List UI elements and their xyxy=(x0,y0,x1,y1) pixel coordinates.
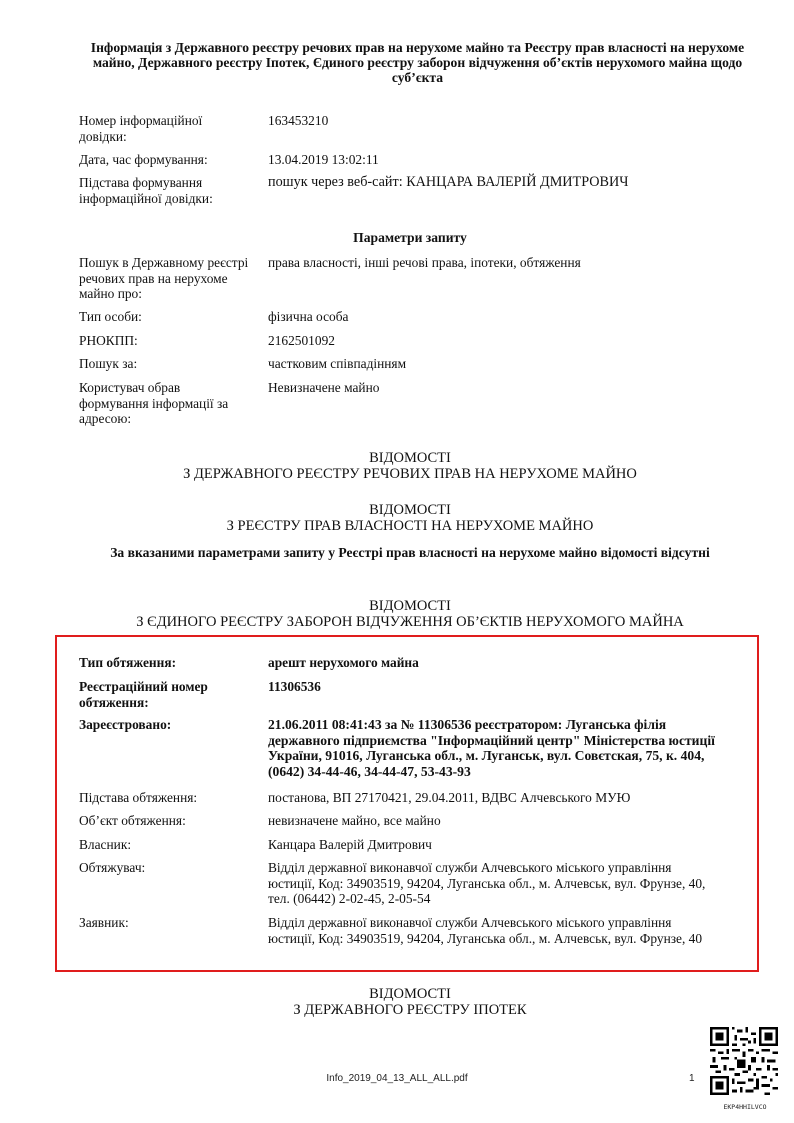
section-heading-line: З РЕЄСТРУ ПРАВ ВЛАСНОСТІ НА НЕРУХОМЕ МАЙНО xyxy=(226,518,594,534)
param-label: РНОКПП: xyxy=(79,333,138,348)
encumbrance-value: 21.06.2011 08:41:43 за № 11306536 реєстратором: Луганська філія державного підприємства "Інформаційний центр" Міністерства юстиції України, 91016, Луганська обл., м. Луганськ, вул. Совєтская, 75, к. 404, (0642) 34-44-46, 34-44-47, 53-43-93 xyxy=(268,717,715,779)
encumbrance-label: Власник: xyxy=(79,837,132,852)
param-value: частковим співпадінням xyxy=(268,356,407,371)
param-label: Пошук за: xyxy=(79,356,138,371)
param-value: фізична особа xyxy=(268,309,349,324)
param-value: права власності, інші речові права, іпотеки, обтяження xyxy=(268,255,581,270)
info-label: Підстава формування інформаційної довідки: xyxy=(79,175,213,206)
param-value: 2162501092 xyxy=(268,333,335,348)
param-label: Користувач обрав формування інформації за адресою: xyxy=(79,380,229,426)
param-label: Тип особи: xyxy=(79,309,142,324)
encumbrance-label: Зареєстровано: xyxy=(79,717,172,732)
document-title: Інформація з Державного реєстру речових прав на нерухоме майно та Реєстру прав власності на нерухоме майно, Державного реєстру Іпотек, Єдиного реєстру заборон відчуження об’єктів нерухомого майна щодо суб’єкта xyxy=(90,40,745,85)
section-heading-line: ВІДОМОСТІ xyxy=(369,450,451,466)
section-heading-line: ВІДОМОСТІ xyxy=(369,986,451,1002)
section-heading-property-rights xyxy=(80,450,740,482)
param-value: Невизначене майно xyxy=(268,380,380,395)
section-heading-line: З ДЕРЖАВНОГО РЕЄСТРУ РЕЧОВИХ ПРАВ НА НЕРУХОМЕ МАЙНО xyxy=(183,466,637,482)
encumbrance-value: Відділ державної виконавчої служби Алчевського міського управління юстиції, Код: 34903519, 94204, Луганська обл., м. Алчевськ, вул. Фрунзе, 40, тел. (06442) 2-02-45, 2-05-54 xyxy=(268,860,706,906)
section-heading-line: ВІДОМОСТІ xyxy=(369,502,451,518)
encumbrance-label: Підстава обтяження: xyxy=(79,790,198,805)
encumbrance-label: Заявник: xyxy=(79,915,129,930)
encumbrance-value: постанова, ВП 27170421, 29.04.2011, ВДВС Алчевського МУЮ xyxy=(268,790,631,805)
encumbrance-label: Об’єкт обтяження: xyxy=(79,813,186,828)
param-label: Пошук в Державному реєстрі речових прав на нерухоме майно про: xyxy=(79,255,249,301)
section-heading-line: ВІДОМОСТІ xyxy=(369,598,451,614)
footer-filename: Info_2019_04_13_ALL_ALL.pdf xyxy=(326,1073,468,1084)
info-label: Номер інформаційної довідки: xyxy=(79,113,203,144)
info-value: 13.04.2019 13:02:11 xyxy=(268,152,379,167)
encumbrance-value: Канцара Валерій Дмитрович xyxy=(268,837,432,852)
encumbrance-label: Тип обтяження: xyxy=(79,655,177,670)
info-value: пошук через веб-сайт: КАНЦАРА ВАЛЕРІЙ ДМИТРОВИЧ xyxy=(268,174,629,190)
info-label: Дата, час формування: xyxy=(79,152,208,167)
encumbrance-value: 11306536 xyxy=(268,679,321,694)
params-heading: Параметри запиту xyxy=(353,230,467,245)
qr-code-caption: EKP4HHILVCO xyxy=(723,1103,767,1111)
qr-code-icon xyxy=(710,1027,778,1095)
section-heading-line: З ДЕРЖАВНОГО РЕЄСТРУ ІПОТЕК xyxy=(293,1002,527,1018)
encumbrance-value: Відділ державної виконавчої служби Алчевського міського управління юстиції, Код: 34903519, 94204, Луганська обл., м. Алчевськ, вул. Фрунзе, 40 xyxy=(268,915,703,946)
encumbrance-label: Реєстраційний номер обтяження: xyxy=(79,679,208,710)
info-value: 163453210 xyxy=(268,113,329,128)
page-number: 1 xyxy=(689,1073,695,1084)
section-heading-line: З ЄДИНОГО РЕЄСТРУ ЗАБОРОН ВІДЧУЖЕННЯ ОБ’ЄКТІВ НЕРУХОМОГО МАЙНА xyxy=(136,614,684,630)
section-heading-mortgage-registry xyxy=(80,986,740,1018)
section-heading-ownership-registry xyxy=(80,502,740,534)
section-heading-prohibitions-registry xyxy=(80,598,740,630)
encumbrance-value: арешт нерухомого майна xyxy=(268,655,419,670)
encumbrance-value: невизначене майно, все майно xyxy=(268,813,441,828)
no-records-notice: За вказаними параметрами запиту у Реєстрі прав власності на нерухоме майно відомості відсутні xyxy=(110,545,710,560)
encumbrance-label: Обтяжувач: xyxy=(79,860,146,875)
